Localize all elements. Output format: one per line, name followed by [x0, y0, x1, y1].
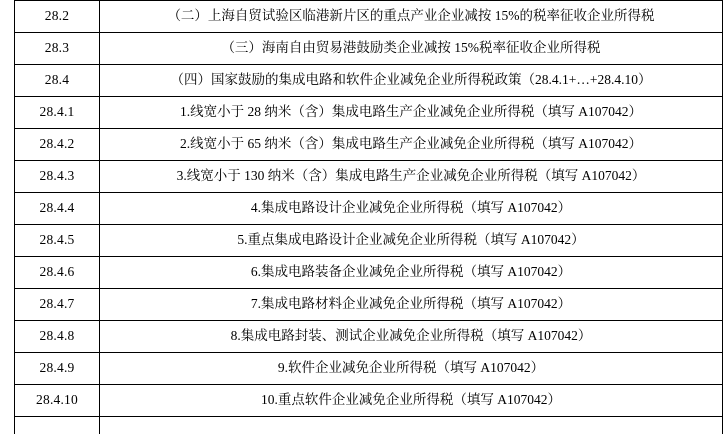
table-row: [15, 257, 723, 289]
row-description-text: 3.线宽小于 130 纳米（含）集成电路生产企业减免企业所得税（填写 A107042）: [176, 168, 646, 184]
row-description-text: 2.线宽小于 65 纳米（含）集成电路生产企业减免企业所得税（填写 A107042）: [180, 136, 642, 152]
row-description-text: （四）国家鼓励的集成电路和软件企业减免企业所得税政策（28.4.1+…+28.4.10）: [170, 72, 652, 88]
row-description-text: 4.集成电路设计企业减免企业所得税（填写 A107042）: [250, 200, 572, 216]
table-row: [15, 289, 723, 321]
row-description: [100, 65, 723, 97]
row-description: [100, 385, 723, 417]
row-description: [100, 321, 723, 353]
row-description-text: 10.重点软件企业减免企业所得税（填写 A107042）: [261, 392, 561, 408]
row-description-text: 8.集成电路封装、测试企业减免企业所得税（填写 A107042）: [230, 328, 592, 344]
row-description-text: 5.重点集成电路设计企业减免企业所得税（填写 A107042）: [237, 232, 585, 248]
row-code: 28.4.3: [15, 161, 100, 193]
row-code: 28.4.10: [15, 385, 100, 417]
table-row: [15, 65, 723, 97]
row-code: 28.3: [15, 33, 100, 65]
row-code: 28.4.2: [15, 129, 100, 161]
row-description: [100, 417, 723, 434]
table-row: [15, 161, 723, 193]
row-description-text: 6.集成电路装备企业减免企业所得税（填写 A107042）: [250, 264, 572, 280]
table-row: [15, 129, 723, 161]
row-description: [100, 225, 723, 257]
row-description-text: （二）上海自贸试验区临港新片区的重点产业企业减按 15%的税率征收企业所得税: [167, 8, 655, 24]
table-row: [15, 97, 723, 129]
row-code: 28.4.9: [15, 353, 100, 385]
table-row: [15, 385, 723, 417]
row-description: [100, 257, 723, 289]
row-code: 28.2: [15, 1, 100, 33]
row-description-text: 7.集成电路材料企业减免企业所得税（填写 A107042）: [250, 296, 572, 312]
row-code: 28.4.4: [15, 193, 100, 225]
table-row: [15, 193, 723, 225]
row-description: [100, 33, 723, 65]
tax-policy-table: [14, 0, 723, 434]
table-row: [15, 33, 723, 65]
row-description: [100, 193, 723, 225]
row-description-text: 1.线宽小于 28 纳米（含）集成电路生产企业减免企业所得税（填写 A107042）: [180, 104, 642, 120]
row-code: [15, 417, 100, 434]
table-row: [15, 353, 723, 385]
row-code: 28.4.7: [15, 289, 100, 321]
row-description: [100, 1, 723, 33]
row-description: [100, 129, 723, 161]
table-row: [15, 225, 723, 257]
row-code: 28.4.5: [15, 225, 100, 257]
row-description: [100, 97, 723, 129]
table-row: [15, 321, 723, 353]
row-code: 28.4.6: [15, 257, 100, 289]
table-body: [15, 1, 723, 434]
table-row: [15, 1, 723, 33]
row-code: 28.4: [15, 65, 100, 97]
table-row-partial: [15, 417, 723, 434]
row-code: 28.4.8: [15, 321, 100, 353]
row-description-text: 9.软件企业减免企业所得税（填写 A107042）: [277, 360, 545, 376]
row-description-text: （三）海南自由贸易港鼓励类企业减按 15%税率征收企业所得税: [221, 40, 601, 56]
row-code: 28.4.1: [15, 97, 100, 129]
row-description: [100, 161, 723, 193]
row-description: [100, 353, 723, 385]
row-description: [100, 289, 723, 321]
